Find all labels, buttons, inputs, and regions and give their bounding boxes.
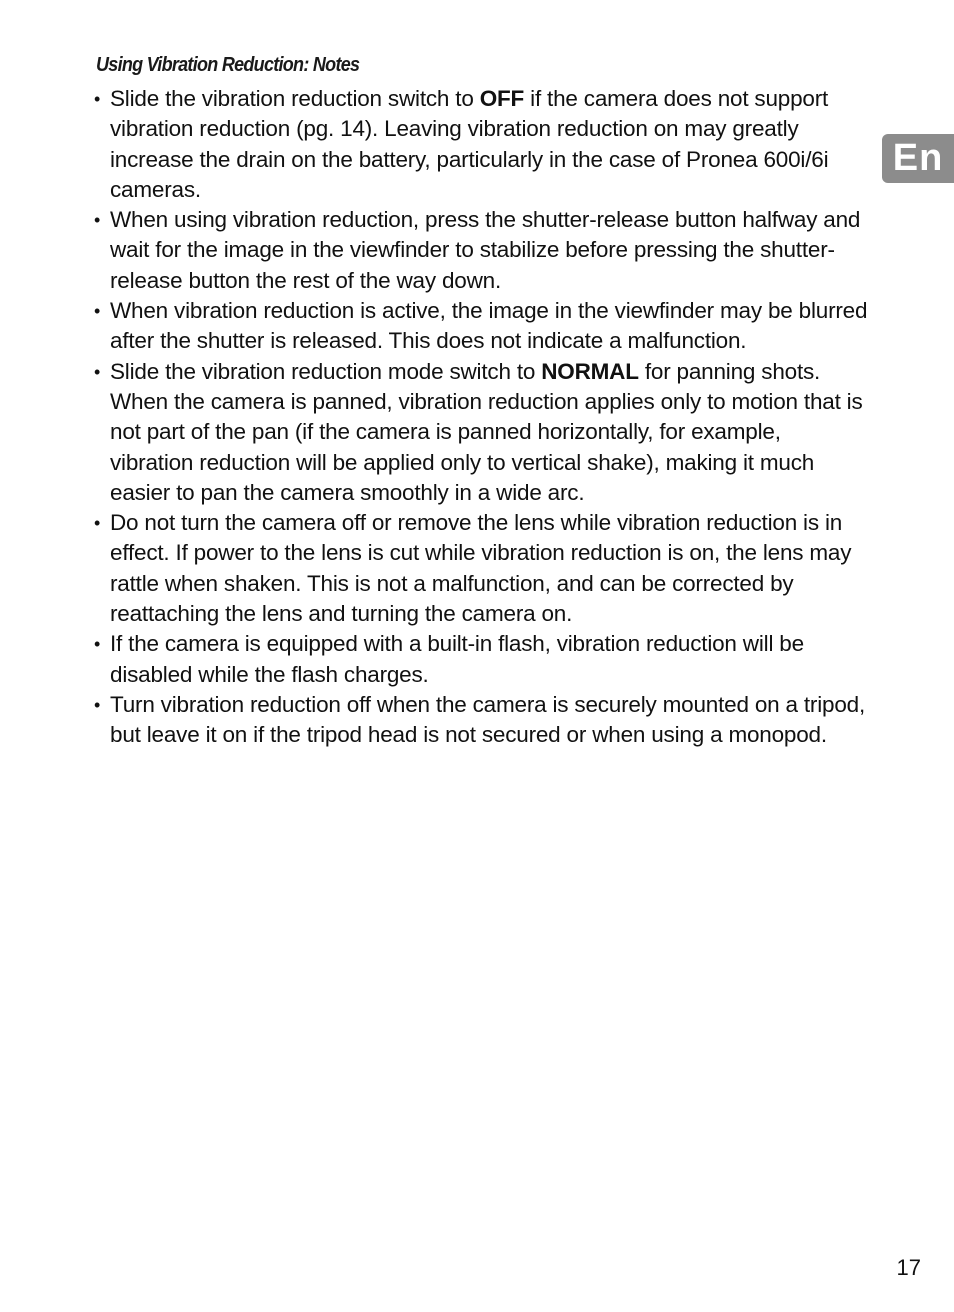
note-item-7 [94,690,869,751]
note-item-2 [94,205,869,296]
note-item-6 [94,629,869,690]
note-text: When vibration reduction is active, the image in the viewfinder may be blurred after the shutter is released. This does not indicate a malfunction. [110,298,868,354]
note-text: Slide the vibration reduction mode switch to [110,358,542,384]
bullet-icon: • [94,89,101,109]
bullet-icon: • [94,634,101,655]
note-text: Turn vibration reduction off when the camera is securely mounted on a tripod, but leave it on if the tripod head is not secured or when using a monopod. [110,691,866,748]
note-text: Do not turn the camera off or remove the lens while vibration reduction is in effect. If power to the lens is cut while vibration reduction is on, the lens may rattle when shaken. This is not a malfunction, and can be corrected by reattaching the lens and turning the camera on. [110,510,852,627]
note-item-4 [94,357,869,508]
note-item-1 [94,84,869,205]
note-text: Slide the vibration reduction switch to [110,86,480,111]
page-number: 17 [896,1255,921,1280]
notes-list [94,84,869,751]
note-emphasis: NORMAL [541,358,639,384]
note-text: When using vibration reduction, press the shutter-release button halfway and wait for the image in the viewfinder to stabilize before pressing the shutter-release button the rest of the way down. [110,207,861,293]
bullet-icon: • [94,361,101,382]
language-tab: En [882,134,954,183]
note-emphasis: OFF [479,86,525,111]
section-title: Using Vibration Reduction: Notes [96,54,360,76]
note-text: If the camera is equipped with a built-in flash, vibration reduction will be disabled while the flash charges. [110,631,804,687]
note-item-3 [94,296,869,357]
bullet-icon: • [94,301,101,322]
bullet-icon: • [94,210,101,231]
note-text: if the camera does not support vibration reduction (pg. 14). Leaving vibration reduction on may greatly increase the drain on the battery, particularly in the case of Pronea 600i/6i cameras. [110,86,829,202]
note-text: for panning shots. When the camera is panned, vibration reduction applies only to motion that is not part of the pan (if the camera is panned horizontally, for example, vibration reduction will be applied only to vertical shake), making it much easier to pan the camera smoothly in a wide arc. [110,358,863,505]
note-item-5 [94,508,869,629]
bullet-icon: • [94,694,101,715]
bullet-icon: • [94,513,101,534]
